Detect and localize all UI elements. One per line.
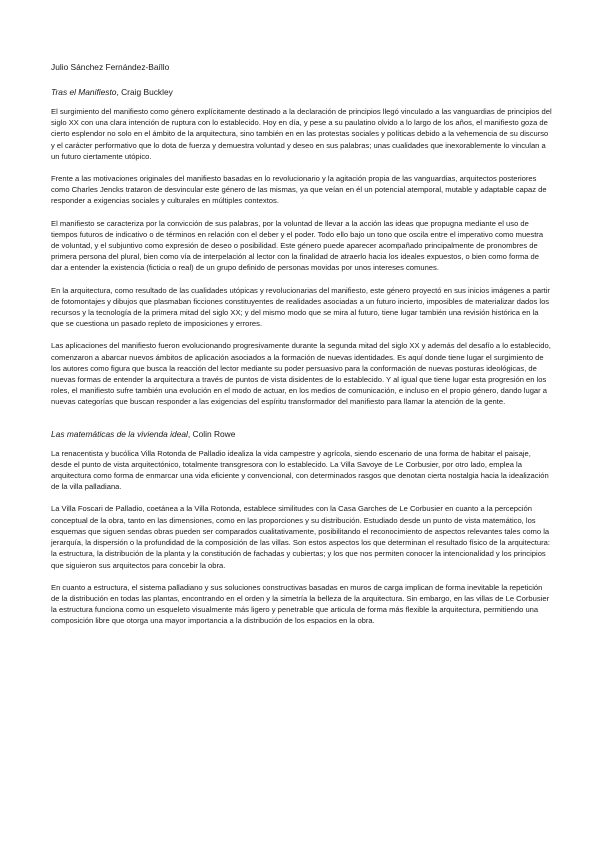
section-title-author: , Colin Rowe xyxy=(187,428,236,439)
author-name: Julio Sánchez Fernández-Baíllo xyxy=(51,62,170,72)
section-matematicas-vivienda-ideal xyxy=(51,429,552,627)
paragraph: Frente a las motivaciones originales del manifiesto basadas en lo revolucionario y la agitación propia de las vanguardias, arquitectos posteriores como Charles Jencks trataron de desvincular este género de las mismas, ya que veían en él un potencial atemporal, mutable y adaptable capaz de responder a exigencias sociales y culturales en múltiples contextos. xyxy=(51,174,547,206)
paragraph: La Villa Foscari de Palladio, coetánea a la Villa Rotonda, establece similitudes con la Casa Garches de Le Corbusier en cuanto a la percepción conceptual de la obra, tanto en las dimensiones, como en las proporciones y su distribución. Estudiado desde un punto de vista matemático, los esquemas que siguen sendas obras pueden ser comparados cualitativamente, posibilitando el reconocimiento de aspectos relevantes tales como la jerarquía, la dispersión o la profundidad de la composición de las villas. Son estos aspectos los que determinan el resultado físico de la arquitectura: la estructura, la distribución de la planta y la constitución de fachadas y cubiertas; y los que nos permiten conocer la intencionalidad y los principios que siguieron sus arquitectos para concebir la obra. xyxy=(51,504,550,570)
paragraph: La renacentista y bucólica Villa Rotonda de Palladio idealiza la vida campestre y agrícola, siendo escenario de una forma de habitar el paisaje, desde el punto de vista arquitectónico, totalmente transgresora con lo establecido. La Villa Savoye de Le Corbusier, por otro lado, emplea la arquitectura como forma de enmarcar una vida eficiente y convencional, con determinados rasgos que denotan cierta nostalgia hacia la idealización de la villa palladiana. xyxy=(51,448,549,492)
paragraph: Las aplicaciones del manifiesto fueron evolucionando progresivamente durante la segunda mitad del siglo XX y además del desafío a lo establecido, comenzaron a abarcar nuevos ámbitos de aplicación asociados a la formación de nuevas identidades. Es aquí donde tiene lugar el surgimiento de los autores como figura que busca la reacción del lector mediante su poder persuasivo para la conformación de nuevas posturas ideológicas, de nuevas formas de entender la arquitectura a través de puntos de vista disidentes de lo establecido. Y al igual que tiene lugar esta progresión en los roles, el manifiesto sufre también una evolución en el modo de actuar, en los medios de comunicación, e incluso en el propio género, dando lugar a nuevas categorías que buscan responder a las exigencias del espíritu transformador del manifiesto para llamar la atención de la gente. xyxy=(51,341,551,407)
section-title-work: Tras el Manifiesto xyxy=(51,87,117,97)
document-page xyxy=(51,62,552,638)
section-title xyxy=(51,429,552,440)
section-title-author: , Craig Buckley xyxy=(116,87,173,97)
paragraph: El surgimiento del manifiesto como género explícitamente destinado a la declaración de principios llegó vinculado a las vanguardias de principios del siglo XX con una clara intención de ruptura con lo establecido. Hoy en día, y pese a su paulatino olvido a lo largo de los años, el manifiesto goza de cierto esplendor no solo en el ámbito de la arquitectura, sino también en en las protestas sociales y políticas debido a la vehemencia de su discurso y el carácter performativo que lo dota de fuerza y demuestra voluntad y deseo en sus palabras; unas cualidades que inexorablemente lo vinculan a un futuro ciertamente utópico. xyxy=(51,107,552,161)
section-title xyxy=(51,87,552,98)
paragraph: En cuanto a estructura, el sistema palladiano y sus soluciones constructivas basadas en muros de carga implican de forma inevitable la repetición de la distribución en todas las plantas, encontrando en el orden y la simetría la belleza de la arquitectura. Sin embargo, en las villas de Le Corbusier la estructura funciona como un esqueleto visualmente más ligero y penetrable que articula de forma más flexible la arquitectura, permitiendo una composición libre que otorga una mayor importancia a la distribución de los espacios en la obra. xyxy=(51,582,550,626)
paragraph: El manifiesto se caracteriza por la convicción de sus palabras, por la voluntad de llevar a la acción las ideas que propugna mediante el uso de tiempos futuros de indicativo o de términos en relación con el deber y el poder. Todo ello bajo un tono que oscila entre el imperativo como muestra de voluntad, y el subjuntivo como expresión de deseo o posibilidad. Este género puede aparecer acompañado principalmente de pronombres de primera persona del plural, bien como vía de interpelación al lector con la finalidad de atraerlo hacia los ideales expuestos, o bien como forma de dar a entender la existencia (ficticia o real) de un grupo definido de personas movidas por unos intereses comunes. xyxy=(51,218,544,273)
section-tras-el-manifiesto xyxy=(51,87,552,408)
section-title-work: Las matemáticas de la vivienda ideal xyxy=(51,428,188,439)
paragraph: En la arquitectura, como resultado de las cualidades utópicas y revolucionarias del manifiesto, este género proyectó en sus inicios imágenes a partir de fotomontajes y dibujos que plasmaban ficciones constituyentes de realidades asociadas a un futuro incierto, imposibles de materializar dados los recursos y la tecnología de la primera mitad del siglo XX; y del mismo modo que se mira al futuro, tiene lugar también una revisión histórica en la que se cuestiona un pasado repleto de imposiciones y errores. xyxy=(51,285,550,329)
